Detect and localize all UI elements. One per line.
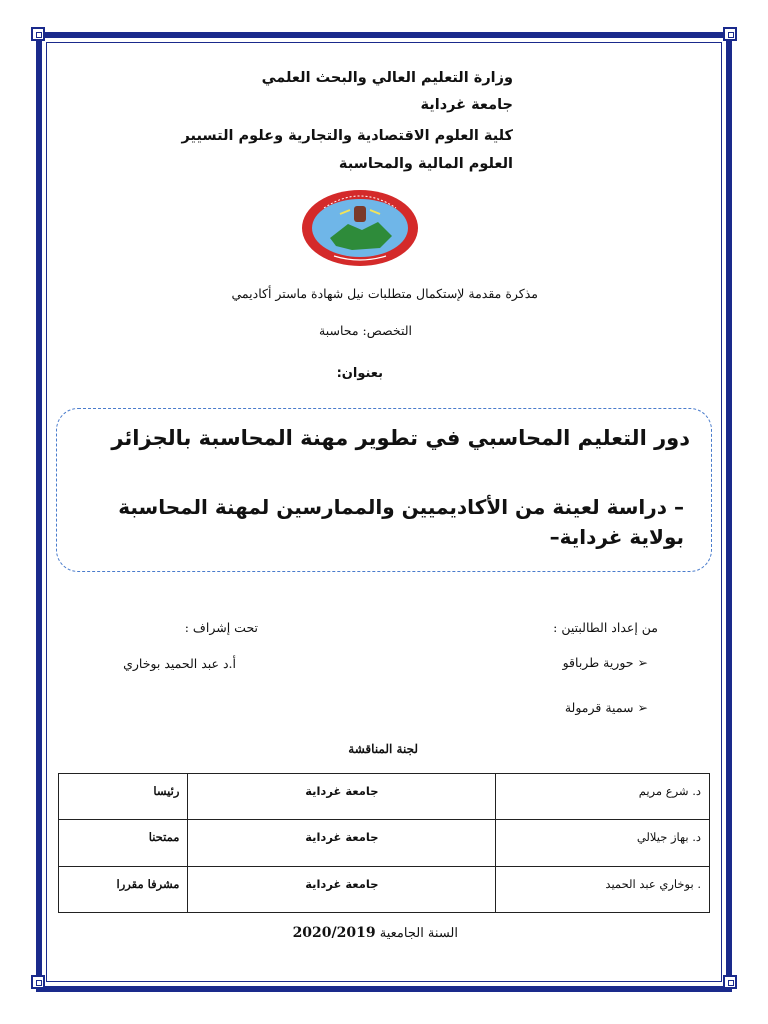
corner-ornament <box>723 975 737 989</box>
committee-role: رئيسا <box>59 774 188 820</box>
memo-purpose: مذكرة مقدمة لإستكمال متطلبات نيل شهادة ماستر أكاديمي <box>231 286 538 301</box>
student-2 <box>565 700 648 715</box>
specialty: التخصص: محاسبة <box>319 323 412 338</box>
student-name: سمية قرمولة <box>564 700 634 715</box>
table-row <box>59 866 710 912</box>
committee-member: د. شرع مريم <box>496 774 710 820</box>
thesis-title: دور التعليم المحاسبي في تطوير مهنة المحاسبة بالجزائر <box>111 426 690 450</box>
committee-university: جامعة غرداية <box>188 774 496 820</box>
prepared-by-label: من إعداد الطالبتين : <box>553 620 658 635</box>
committee-member: د. بهاز جيلالي <box>496 820 710 866</box>
committee-role: مشرفا مقررا <box>59 866 188 912</box>
university-name: جامعة غرداية <box>420 97 513 113</box>
title-label: بعنوان: <box>336 366 383 381</box>
student-1 <box>563 655 648 670</box>
corner-ornament <box>31 975 45 989</box>
table-row <box>59 820 710 866</box>
student-name: حورية طرباقو <box>562 655 634 670</box>
checkmark-arrow-icon: ➢ <box>637 655 648 670</box>
table-row <box>59 774 710 820</box>
corner-ornament <box>723 27 737 41</box>
committee-university: جامعة غرداية <box>188 866 496 912</box>
academic-year-label: السنة الجامعية <box>379 926 458 941</box>
supervised-by-label: تحت إشراف : <box>184 620 258 635</box>
committee-member: . بوخاري عبد الحميد <box>496 866 710 912</box>
university-logo <box>300 188 420 268</box>
committee-table <box>58 773 710 913</box>
ministry-name: وزارة التعليم العالي والبحث العلمي <box>261 70 513 86</box>
thesis-subtitle: – دراسة لعينة من الأكاديميين والممارسين لمهنة المحاسبة بولاية غرداية– <box>118 495 684 549</box>
committee-role: ممتحنا <box>59 820 188 866</box>
faculty-name: كلية العلوم الاقتصادية والتجارية وعلوم التسيير <box>181 128 513 144</box>
committee-label: لجنة المناقشة <box>348 742 418 756</box>
checkmark-arrow-icon: ➢ <box>637 700 648 715</box>
supervisor-name: أ.د عبد الحميد بوخاري <box>123 656 236 671</box>
department-name: العلوم المالية والمحاسبة <box>338 156 513 172</box>
corner-ornament <box>31 27 45 41</box>
committee-university: جامعة غرداية <box>188 820 496 866</box>
academic-year-value: 2020/2019 <box>292 925 376 941</box>
academic-year <box>293 925 458 941</box>
